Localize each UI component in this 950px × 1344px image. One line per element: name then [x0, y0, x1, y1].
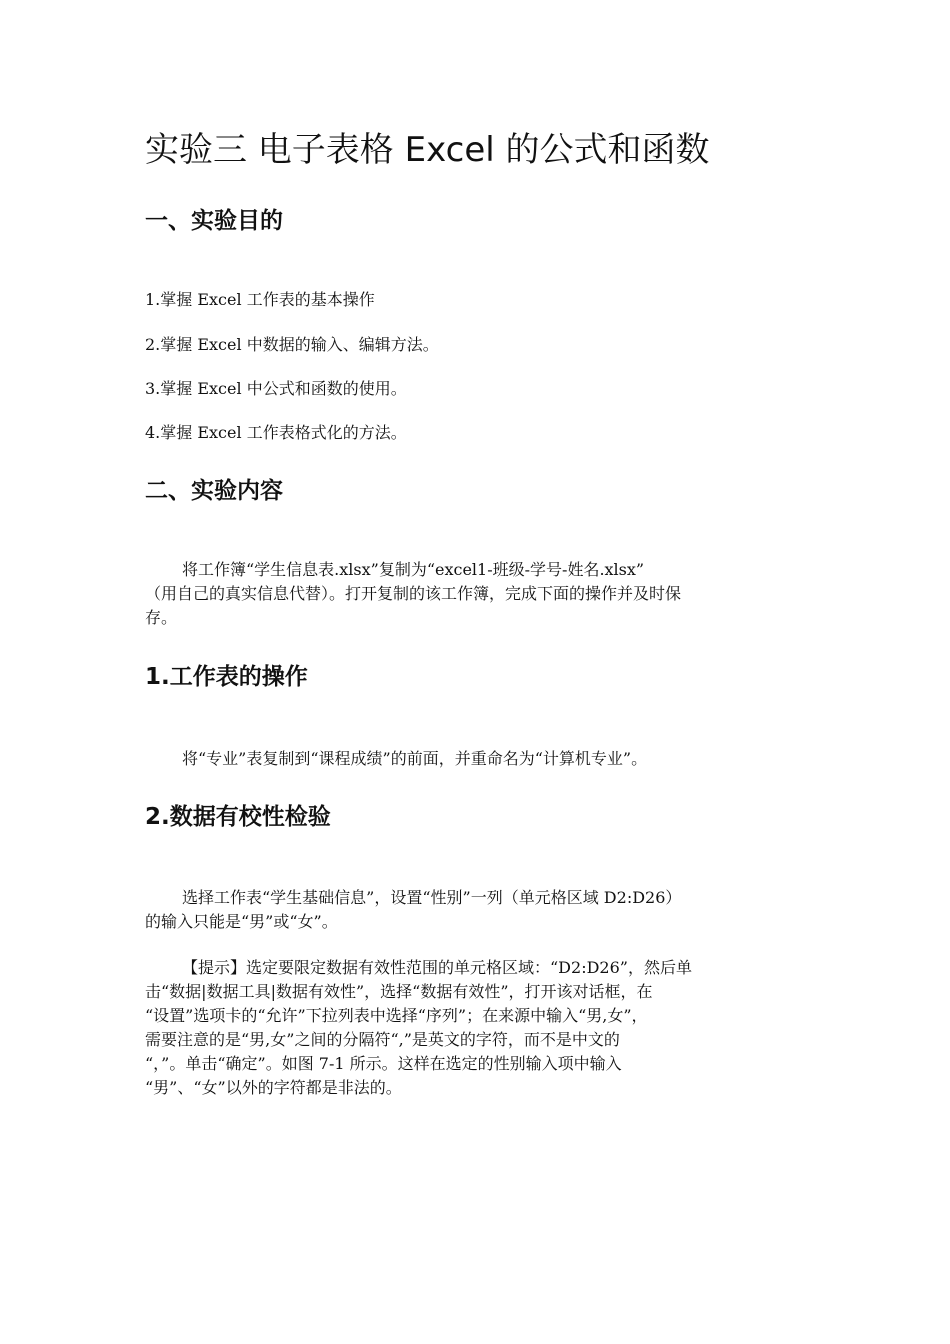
section-heading-content: 二、实验内容 — [145, 478, 283, 504]
paragraph-line: 将工作簿“学生信息表.xlsx”复制为“excel1-班级-学号-姓名.xlsx” — [182, 560, 645, 579]
objective-item-1: 1.掌握 Excel 工作表的基本操作 — [145, 290, 375, 309]
paragraph-line: 存。 — [145, 608, 178, 627]
paragraph-line: “，”。单击“确定”。如图 7-1 所示。这样在选定的性别输入项中输入 — [145, 1054, 622, 1073]
objective-item-2: 2.掌握 Excel 中数据的输入、编辑方法。 — [145, 335, 439, 354]
paragraph-line: 选择工作表“学生基础信息”，设置“性别”一列（单元格区域 D2:D26） — [182, 888, 682, 907]
paragraph-line: “设置”选项卡的“允许”下拉列表中选择“序列”；在来源中输入“男,女”， — [145, 1006, 648, 1025]
paragraph-line: （用自己的真实信息代替）。打开复制的该工作簿，完成下面的操作并及时保 — [145, 584, 682, 603]
validation-paragraph — [145, 886, 805, 934]
paragraph-line: 的输入只能是“男”或“女”。 — [145, 912, 338, 931]
content-intro-paragraph — [145, 558, 805, 630]
paragraph-line: 【提示】选定要限定数据有效性范围的单元格区域：“D2:D26”，然后单 — [182, 958, 692, 977]
document-title: 实验三 电子表格 Excel 的公式和函数 — [145, 130, 710, 170]
paragraph-line: 击“数据|数据工具|数据有效性”，选择“数据有效性”，打开该对话框，在 — [145, 982, 653, 1001]
subsection-heading-worksheet: 1.工作表的操作 — [145, 664, 308, 690]
objective-item-4: 4.掌握 Excel 工作表格式化的方法。 — [145, 423, 407, 442]
hint-paragraph — [145, 956, 805, 1100]
paragraph-line: 将“专业”表复制到“课程成绩”的前面，并重命名为“计算机专业”。 — [182, 749, 648, 768]
objective-item-3: 3.掌握 Excel 中公式和函数的使用。 — [145, 379, 407, 398]
paragraph-line: 需要注意的是“男,女”之间的分隔符“,”是英文的字符，而不是中文的 — [145, 1030, 620, 1049]
worksheet-paragraph — [145, 747, 805, 771]
subsection-heading-validation: 2.数据有校性检验 — [145, 804, 331, 830]
paragraph-line: “男”、“女”以外的字符都是非法的。 — [145, 1078, 402, 1097]
section-heading-objectives: 一、实验目的 — [145, 208, 283, 234]
